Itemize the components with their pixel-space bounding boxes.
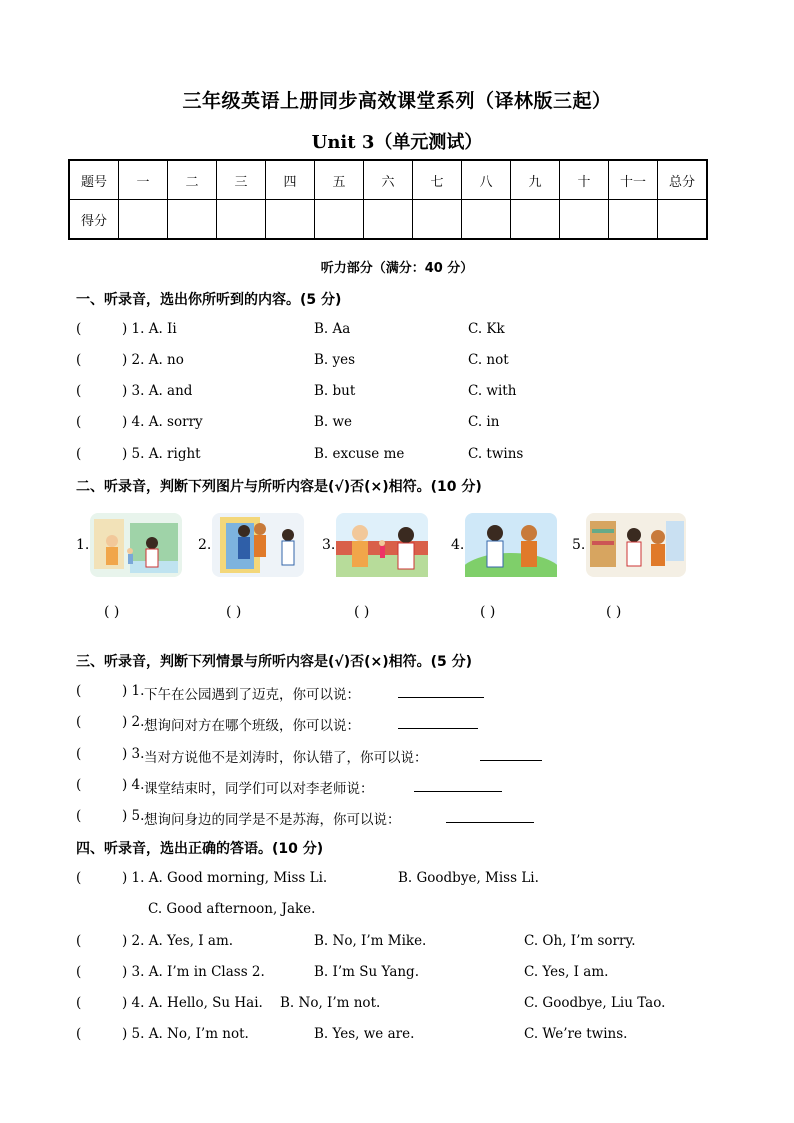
score-row-label: 得分 [69,200,119,240]
scenario-text: 课堂结束时，同学们可以对李老师说： [144,781,374,797]
section4-item [76,964,736,986]
item-number: ) 5. [122,808,145,824]
section3-heading: 三、听录音，判断下列情景与所听内容是(√)否(×)相符。(5 分) [76,654,473,670]
score-input-cell[interactable] [462,200,511,240]
option-b: B. but [314,383,356,399]
picture-number: 3. [322,537,336,553]
answer-paren[interactable]: ( [76,383,82,399]
section3-item [76,777,736,799]
option-c: C. We’re twins. [524,1026,628,1042]
score-table [68,159,708,240]
option-c: C. not [468,352,509,368]
option-a: ) 1. A. Good morning, Miss Li. [122,870,328,886]
score-cell: 三 [217,160,266,200]
section4-heading: 四、听录音，选出正确的答语。(10 分) [76,841,324,857]
score-cell: 七 [413,160,462,200]
option-a: ) 2. A. Yes, I am. [122,933,234,949]
option-c: C. Oh, I’m sorry. [524,933,636,949]
section1-item [76,321,736,343]
option-b: B. Aa [314,321,351,337]
score-cell: 四 [266,160,315,200]
scenario-text: 下午在公园遇到了迈克，你可以说： [144,687,360,703]
option-b: B. No, I’m Mike. [314,933,427,949]
answer-paren[interactable]: ( ) [606,604,622,620]
school-yard-scene-image [336,513,428,577]
score-input-cell[interactable] [413,200,462,240]
answer-paren[interactable]: ( [76,446,82,462]
classroom-door-scene-image [212,513,304,577]
answer-blank[interactable] [480,746,542,761]
answer-paren[interactable]: ( [76,777,82,793]
answer-paren[interactable]: ( ) [480,604,496,620]
option-a: ) 5. A. right [122,446,201,462]
answer-blank[interactable] [398,714,478,729]
section4-item [76,933,736,955]
section3-item [76,714,736,736]
score-input-cell[interactable] [119,200,168,240]
answer-blank[interactable] [414,777,502,792]
answer-paren[interactable]: ( ) [226,604,242,620]
picture-number: 4. [451,537,465,553]
option-a: ) 5. A. No, I’m not. [122,1026,249,1042]
answer-paren[interactable]: ( [76,964,82,980]
option-c: C. twins [468,446,524,462]
score-input-cell[interactable] [560,200,609,240]
score-input-cell[interactable] [266,200,315,240]
answer-paren[interactable]: ( [76,870,82,886]
option-a: ) 1. A. Ii [122,321,177,337]
option-b: B. I’m Su Yang. [314,964,419,980]
item-number: ) 2. [122,714,145,730]
score-cell: 总分 [658,160,708,200]
answer-paren[interactable]: ( ) [354,604,370,620]
scenario-text: 想询问对方在哪个班级，你可以说： [144,718,360,734]
listening-part-heading: 听力部分（满分：40 分） [320,261,474,276]
answer-paren[interactable]: ( ) [104,604,120,620]
answer-paren[interactable]: ( [76,714,82,730]
answer-paren[interactable]: ( [76,352,82,368]
score-cell: 十 [560,160,609,200]
score-cell: 二 [168,160,217,200]
answer-paren[interactable]: ( [76,746,82,762]
section3-item [76,808,736,830]
picture-number: 5. [572,537,586,553]
hallway-scene-image [90,513,182,577]
score-input-cell[interactable] [658,200,708,240]
option-a: ) 4. A. Hello, Su Hai. [122,995,263,1011]
option-b: B. Goodbye, Miss Li. [398,870,539,886]
option-a: ) 3. A. I’m in Class 2. [122,964,265,980]
score-cell: 十一 [609,160,658,200]
score-input-cell[interactable] [511,200,560,240]
option-c: C. in [468,414,500,430]
option-b: B. No, I’m not. [280,995,381,1011]
score-input-cell[interactable] [168,200,217,240]
library-scene-image [586,513,686,577]
section1-item [76,383,736,405]
option-a: ) 3. A. and [122,383,193,399]
page-title: 三年级英语上册同步高效课堂系列（译林版三起） [182,90,612,112]
answer-paren[interactable]: ( [76,683,82,699]
answer-paren[interactable]: ( [76,808,82,824]
unit-subtitle: Unit 3（单元测试） [311,132,483,153]
option-c: C. Goodbye, Liu Tao. [524,995,666,1011]
item-number: ) 1. [122,683,145,699]
score-cell: 题号 [69,160,119,200]
section3-item [76,683,736,705]
answer-paren[interactable]: ( [76,321,82,337]
answer-paren[interactable]: ( [76,414,82,430]
option-c: C. Yes, I am. [524,964,609,980]
section4-item [76,995,736,1017]
scenario-text: 当对方说他不是刘涛时，你认错了，你可以说： [144,750,428,766]
score-table-score-row [69,200,707,240]
answer-paren[interactable]: ( [76,933,82,949]
item-number: ) 3. [122,746,145,762]
park-greeting-scene-image [465,513,557,577]
section1-heading: 一、听录音，选出你所听到的内容。(5 分) [76,292,342,308]
option-b: B. excuse me [314,446,405,462]
section4-item-continued [76,901,736,923]
section3-item [76,746,736,768]
score-cell: 一 [119,160,168,200]
section1-item [76,446,736,468]
answer-paren[interactable]: ( [76,1026,82,1042]
picture-number: 2. [198,537,212,553]
section1-item [76,352,736,374]
score-input-cell[interactable] [609,200,658,240]
option-c: C. with [468,383,517,399]
option-c: C. Kk [468,321,505,337]
section4-item [76,1026,736,1048]
answer-blank[interactable] [446,808,534,823]
score-table-header-row [69,160,707,200]
option-a: ) 4. A. sorry [122,414,203,430]
option-a: ) 2. A. no [122,352,184,368]
section2-heading: 二、听录音，判断下列图片与所听内容是(√)否(×)相符。(10 分) [76,479,482,495]
score-input-cell[interactable] [217,200,266,240]
score-cell: 五 [315,160,364,200]
option-c: C. Good afternoon, Jake. [148,901,316,917]
section1-item [76,414,736,436]
scenario-text: 想询问身边的同学是不是苏海，你可以说： [144,812,401,828]
answer-blank[interactable] [398,683,484,698]
score-cell: 六 [364,160,413,200]
option-b: B. yes [314,352,356,368]
answer-paren[interactable]: ( [76,995,82,1011]
section4-item [76,870,736,892]
option-b: B. we [314,414,353,430]
score-cell: 九 [511,160,560,200]
score-cell: 八 [462,160,511,200]
score-input-cell[interactable] [364,200,413,240]
option-b: B. Yes, we are. [314,1026,415,1042]
score-input-cell[interactable] [315,200,364,240]
picture-number: 1. [76,537,90,553]
item-number: ) 4. [122,777,145,793]
